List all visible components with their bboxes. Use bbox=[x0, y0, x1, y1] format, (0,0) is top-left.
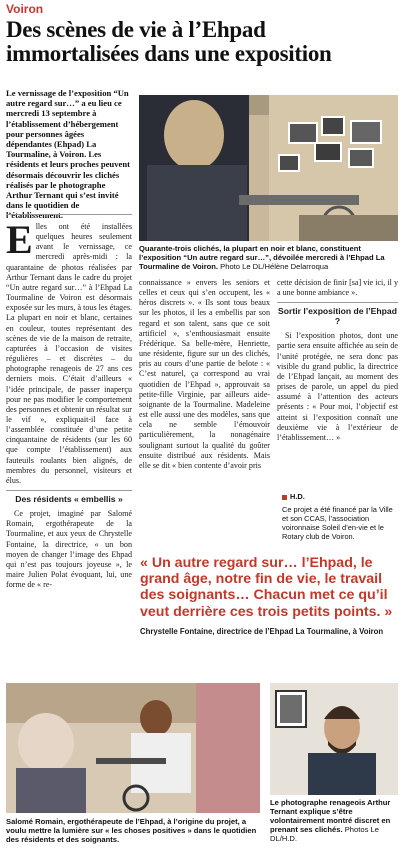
pull-quote-author: Chrystelle Fontaine, directrice de l’Ehpad La Tourmaline, à Voiron bbox=[140, 627, 384, 636]
divider bbox=[6, 214, 132, 215]
column-3-paragraph-2: Si l’exposition photos, dont une partie sera ensuite affichée au sein de l’unité protégée, ne sera donc pas visible du grand public, la directrice de l’Ehpad lançait, au moment des prises de parole, un appel du pied assumé à l’attention des acteurs présents : « Pour moi, l’objectif est atteint si l’exposition connaît une deuxième vie à l’extérieur de l’établissement… » bbox=[277, 331, 398, 442]
pull-quote: « Un autre regard sur… l’Ehpad, le grand âge, notre fin de vie, le travail des soignants… Chacun met ce qu’il veut derrière ces trois petits points. » bbox=[140, 555, 393, 620]
funding-note-text: Ce projet a été financé par la Ville et son CCAS, l’association voironnaise Soleil d’en-vie et le Rotary club de Voiron. bbox=[282, 505, 393, 541]
column-1-paragraph-2: Ce projet, imaginé par Salomé Romain, ergothérapeute de la Tourmaline, et aux yeux de Chrystelle Fontaine, la directrice, « un bon moyen de changer l’image des Ehpad qui n’est pas toujours joyeuse », le maire Julien Polat évoquant, lui, une forme de « re- bbox=[6, 509, 132, 590]
exhibition-scene bbox=[139, 95, 398, 241]
column-1-text-1: lles ont été installées quelques heures seulement avant le vernissage, ce mercredi après-midi : la quarantaine de photos réalisées par Arthur Ternant dans le cadre du projet “Un autre regard sur…” à l’Ehpad La Tourmaline de Voiron est désormais exposée sur les murs, à tous les étages. La plupart en noir et blanc, certaines en couleur, toutes représentant des scènes de vie de la maison de retraite, capturées à l’occasion de visites régulières – et discrètes – du photographe renageois de 27 ans ces derniers mois. C’était d’ailleurs « l’idée principale, de passer inaperçu pour ne pas modifier le comportement des personnes et obtenir un résultat sur le vif », expliquait-il face à l’assemblée constituée d’une petite cinquantaine de résidents (sur les 60 que compte l’établissement) aux fauteuils roulants bien alignés, de membres du personnel, visiteurs et élus. bbox=[6, 222, 132, 485]
article-column-1 bbox=[6, 222, 132, 674]
photo-exhibition bbox=[139, 95, 398, 241]
article-column-3 bbox=[277, 278, 398, 490]
photo-photographer bbox=[270, 683, 398, 795]
headline: Des scènes de vie à l’Ehpad immortalisées dans une exposition bbox=[6, 17, 332, 66]
byline bbox=[282, 492, 398, 501]
residents-scene bbox=[6, 683, 260, 813]
funding-note bbox=[282, 492, 398, 541]
photo-ergotherapist bbox=[6, 683, 260, 813]
article-column-2 bbox=[139, 278, 270, 548]
photographer-portrait bbox=[270, 683, 398, 795]
column-1-paragraph-1 bbox=[6, 222, 132, 486]
chapo: Le vernissage de l’exposition “Un autre regard sur…” a eu lieu ce mercredi 13 septembre à l’établissement d’hébergement pour personnes âgées dépendantes (Ehpad) La Tourmaline, à Voiron. Les résidents et leurs proches peuvent désormais découvrir les clichés réalisés par le photographe Arthur Ternant qui s’est invité dans le quotidien de l’établissement. bbox=[6, 88, 130, 221]
bullet-square-icon bbox=[282, 495, 287, 500]
dropcap: E bbox=[6, 222, 33, 262]
caption-bottom-right bbox=[270, 798, 398, 843]
subheading-residents: Des résidents « embellis » bbox=[6, 490, 132, 504]
caption-bottom-left-text: Salomé Romain, ergothérapeute de l’Ehpad, à l’origine du projet, a voulu mettre la lumière sur « les choses positives » dans le quotidien des résidents et des soignants. bbox=[6, 817, 257, 844]
caption-top-credit: Photo Le DL/Hélène Delarroqua bbox=[220, 262, 329, 271]
caption-bottom-right-text: Le photographe renageois Arthur Ternant explique s’être volontairement montré discret en prenant ses clichés. bbox=[270, 798, 391, 834]
caption-top bbox=[139, 244, 398, 271]
caption-bottom-left bbox=[6, 817, 262, 844]
subheading-exhibition: Sortir l’exposition de l’Ehpad ? bbox=[277, 302, 398, 326]
column-3-paragraph-1: cette décision de finir [sa] vie ici, il y a une bonne ambiance ». bbox=[277, 278, 398, 298]
caption-top-text: Quarante-trois clichés, la plupart en noir et blanc, constituent l’exposition “Un autre regard sur…”, dévoilée mercredi à l’Ehpad La Tourmaline de Voiron. bbox=[139, 244, 385, 271]
caption-bottom-credit: Photos Le DL/H.D. bbox=[270, 825, 379, 843]
byline-text: H.D. bbox=[290, 492, 305, 501]
column-2-paragraph: connaissance » envers les seniors et celles et ceux qui s’en occupent, les « héros discrets ». « Ils sont tous beaux sur les photos, il les a embellis par son regard et son talent, sans que ce soit artificiel », s’enthousiasmait ensuite Frédérique. Sa belle-mère, Henriette, une résidente, figure sur un des clichés, pris au cours d’une partie de belote : « C’est naturel, ça correspond au vrai quotidien de l’Ehpad », approuvait sa petite-fille Virginie, par ailleurs aide-soignante de la Tourmaline. Madeleine est elle aussi une des modèles, sans que cela ne semble l’émouvoir particulièrement, la nonagénaire soulignant surtout la qualité du goûter ensuite distribué aux résidents. Mais elle se dit « bien contente d’avoir pris bbox=[139, 278, 270, 470]
section-kicker: Voiron bbox=[6, 2, 44, 16]
